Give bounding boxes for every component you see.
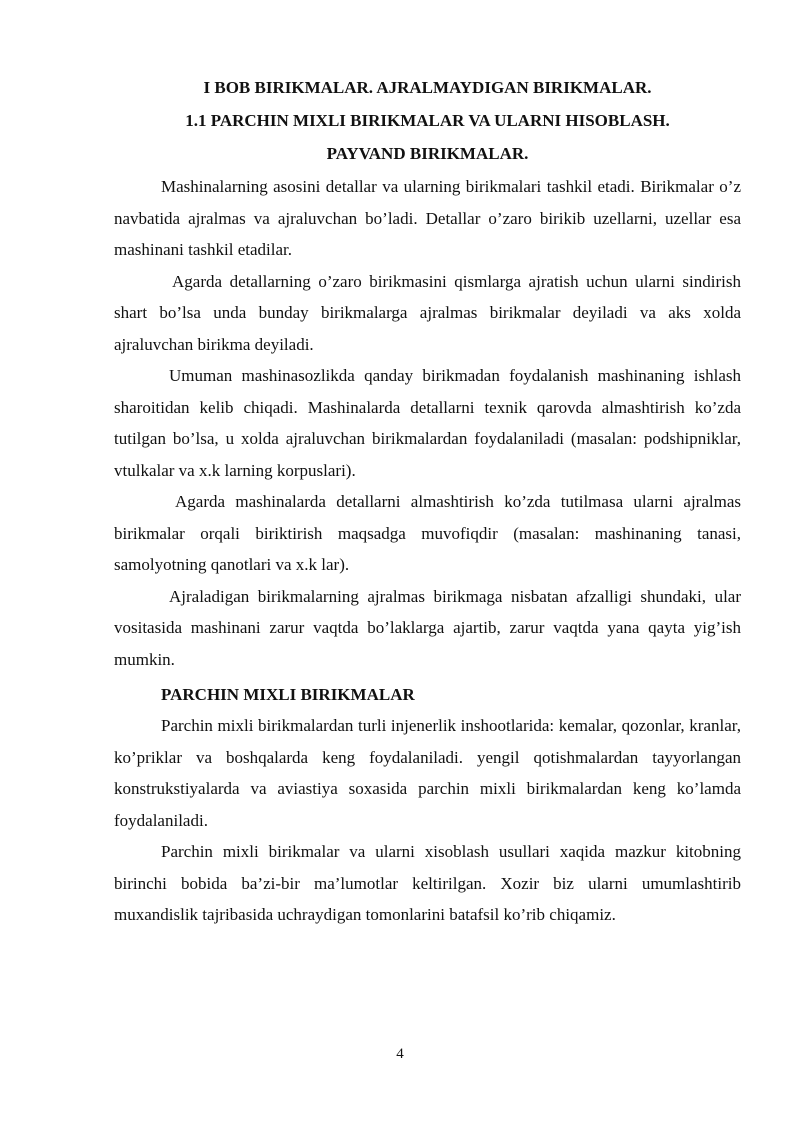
section-subtitle: PAYVAND BIRIKMALAR. <box>326 144 529 163</box>
paragraph: Agarda mashinalarda detallarni almashtirish ko’zda tutilmasa ularni ajralmas birikmalar orqali biriktirish maqsadga muvofiqdir (masalan: mashinaning tanasi, samolyotning qanotlari va x.k lar). <box>114 492 741 574</box>
paragraph: Parchin mixli birikmalar va ularni xisoblash usullari xaqida mazkur kitobning birinchi bobida ba’zi-bir ma’lumotlar keltirilgan. Xozir biz ularni umumlashtirib muxandislik tajribasida uchraydigan tomonlarini batafsil ko’rib chiqamiz. <box>114 842 741 924</box>
paragraph: Parchin mixli birikmalardan turli injenerlik inshootlarida: kemalar, qozonlar, kranlar, ko’priklar va boshqalarda keng foydalaniladi. yengil qotishmalardan tayyorlangan konstrukstiyalarda va aviastiya soxasida parchin mixli birikmalardan keng ko’lamda foydalaniladi. <box>114 716 741 830</box>
subsection-heading: PARCHIN MIXLI BIRIKMALAR <box>161 685 415 704</box>
paragraph: Agarda detallarning o’zaro birikmasini qismlarga ajratish uchun ularni sindirish shart bo’lsa unda bunday birikmalarga ajralmas birikmalar deyiladi va aks xolda ajraluvchan birikma deyiladi. <box>114 271 741 354</box>
chapter-title: I BOB BIRIKMALAR. AJRALMAYDIGAN BIRIKMALAR. <box>203 78 652 97</box>
paragraph: Umuman mashinasozlikda qanday birikmadan foydalanish mashinaning ishlash sharoitidan kelib chiqadi. Mashinalarda detallarni texnik qarovda almashtirish ko’zda tutilgan bo’lsa, u xolda ajraluvchan birikmalardan foydalaniladi (masalan: podshipniklar, vtulkalar va x.k larning korpuslari). <box>114 366 741 480</box>
section-title: 1.1 PARCHIN MIXLI BIRIKMALAR VA ULARNI HISOBLASH. <box>185 111 670 130</box>
paragraph: Mashinalarning asosini detallar va ularning birikmalari tashkil etadi. Birikmalar o’z navbatida ajralmas va ajraluvchan bo’ladi. Detallar o’zaro birikib uzellarni, uzellar esa mashinani tashkil etadilar. <box>114 177 741 259</box>
page-number: 4 <box>396 1046 404 1062</box>
body-text <box>114 171 741 931</box>
paragraph: Ajraladigan birikmalarning ajralmas birikmaga nisbatan afzalligi shundaki, ular vositasida mashinani zarur vaqtda bo’laklarga ajartib, zarur vaqtda yana qayta yig’ish mumkin. <box>114 586 741 669</box>
chapter-heading-block <box>114 71 741 170</box>
